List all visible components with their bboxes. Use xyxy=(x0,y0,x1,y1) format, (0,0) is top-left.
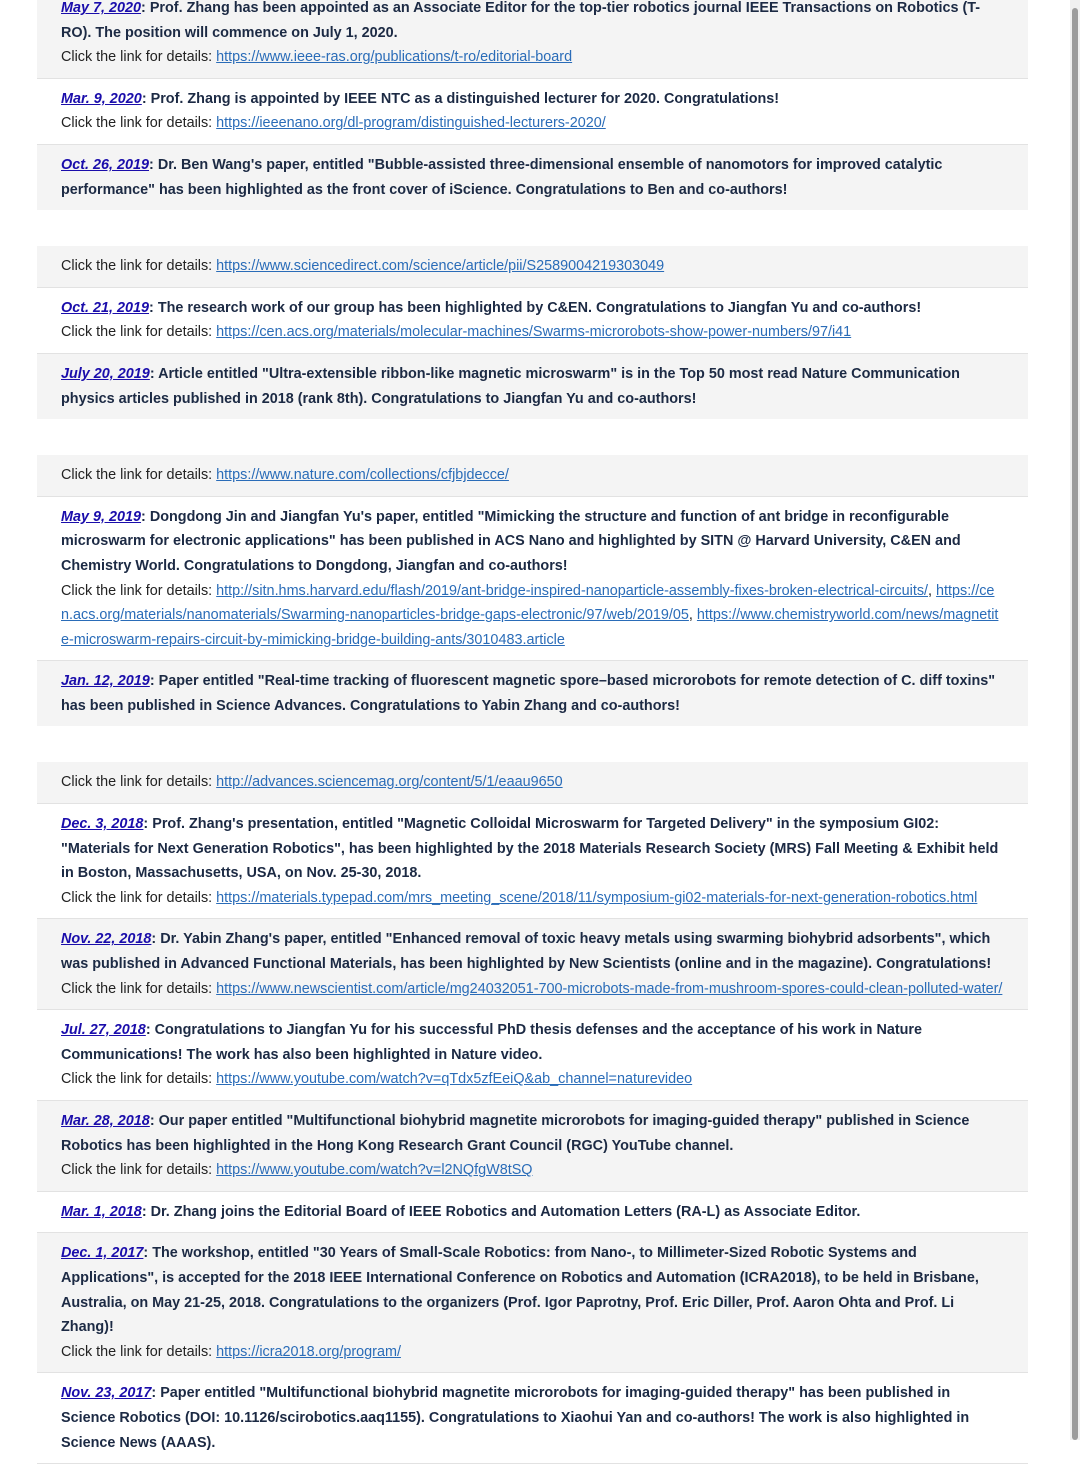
spacer xyxy=(37,726,1028,762)
details-label: Click the link for details: xyxy=(61,889,213,906)
details-link[interactable]: https://cen.acs.org/materials/molecular-machines/Swarms-microrobots-show-power-numbers/97/i41 xyxy=(216,324,852,341)
details-line xyxy=(61,1067,1004,1092)
details-line xyxy=(61,320,1004,345)
news-headline: Prof. Zhang has been appointed as an Associate Editor for the top-tier robotics journal IEEE Transactions on Robotics (T-RO). The position will commence on July 1, 2020. xyxy=(61,0,981,41)
details-label: Click the link for details: xyxy=(61,774,213,791)
details-label: Click the link for details: xyxy=(61,1071,213,1088)
details-line xyxy=(61,770,1004,795)
news-date-link[interactable]: Oct. 26, 2019 xyxy=(61,156,150,173)
news-item xyxy=(37,919,1028,1010)
details-link[interactable]: https://cen.acs.org/materials/nanomaterials/Swarming-nanoparticles-bridge-gaps-electronic/97/web/2019/05 xyxy=(61,582,995,624)
news-headline: Paper entitled "Real-time tracking of fluorescent magnetic spore–based microrobots for remote detection of C. diff toxins" has been published in Science Advances. Congratulations to Yabin Zhang and co-authors! xyxy=(61,673,996,714)
news-headline: The research work of our group has been highlighted by C&EN. Congratulations to Jiangfan Yu and co-authors! xyxy=(157,299,922,316)
news-headline: Dr. Ben Wang's paper, entitled "Bubble-assisted three-dimensional ensemble of nanomotors for improved catalytic performance" has been highlighted as the front cover of iScience. Congratulations to Ben and co-authors! xyxy=(61,156,943,198)
details-link[interactable]: http://advances.sciencemag.org/content/5/1/eaau9650 xyxy=(216,774,563,791)
news-list xyxy=(37,0,1028,1464)
news-headline: Dr. Yabin Zhang's paper, entitled "Enhanced removal of toxic heavy metals using swarming biohybrid adsorbents", which was published in Advanced Functional Materials, has been highlighted by New Scientists (online and in the magazine). Congratulations! xyxy=(61,931,992,973)
news-date-link[interactable]: Jul. 27, 2018 xyxy=(61,1022,146,1039)
news-item xyxy=(37,0,1028,79)
spacer xyxy=(37,210,1028,246)
spacer xyxy=(37,419,1028,455)
details-link[interactable]: https://www.nature.com/collections/cfjbjdecce/ xyxy=(216,467,509,484)
news-entry: Jul. 27, 2018: Congratulations to Jiangfan Yu for his successful PhD thesis defenses and the acceptance of his work in Nature Communications! The work has also been highlighted in Nature video. xyxy=(61,1022,923,1063)
details-link[interactable]: https://icra2018.org/program/ xyxy=(216,1343,401,1360)
news-entry: Oct. 26, 2019: Dr. Ben Wang's paper, entitled "Bubble-assisted three-dimensional ensemble of nanomotors for improved catalytic performance" has been highlighted as the front cover of iScience. Congratulations to Ben and co-authors! xyxy=(61,156,943,198)
news-headline: Our paper entitled "Multifunctional biohybrid magnetite microrobots for imaging-guided therapy" published in Science Robotics has been highlighted in the Hong Kong Research Grant Council (RGC) YouTube channel. xyxy=(61,1113,970,1154)
news-item xyxy=(37,661,1028,726)
news-date-link[interactable]: Mar. 28, 2018 xyxy=(61,1113,150,1129)
news-item-continued xyxy=(37,762,1028,804)
news-date-link[interactable]: May 7, 2020 xyxy=(61,0,142,16)
details-link[interactable]: https://www.chemistryworld.com/news/magnetite-microswarm-repairs-circuit-by-mimicking-bridge-building-ants/3010483.article xyxy=(61,607,999,648)
news-entry: Oct. 21, 2019: The research work of our group has been highlighted by C&EN. Congratulations to Jiangfan Yu and co-authors! xyxy=(61,299,922,316)
news-item xyxy=(37,1101,1028,1192)
news-entry: Jan. 12, 2019: Paper entitled "Real-time tracking of fluorescent magnetic spore–based microrobots for remote detection of C. diff toxins" has been published in Science Advances. Congratulations to Yabin Zhang and co-authors! xyxy=(61,673,996,714)
news-entry: Nov. 22, 2018: Dr. Yabin Zhang's paper, entitled "Enhanced removal of toxic heavy metals using swarming biohybrid adsorbents", which was published in Advanced Functional Materials, has been highlighted by New Scientists (online and in the magazine). Congratulations! xyxy=(61,931,992,973)
news-item xyxy=(37,804,1028,919)
details-line: Click the link for details: http://sitn.hms.harvard.edu/flash/2019/ant-bridge-inspired-nanoparticle-assembly-fixes-broken-electrical-circuits/, https://cen.acs.org/materials/nanomaterials/Swarming-nanoparticles-bridge-gaps-electronic/97/web/2019/05, https://www.chemistryworld.com/news/magnetite-microswarm-repairs-circuit-by-mimicking-bridge-building-ants/3010483.article xyxy=(61,582,999,648)
news-headline: Prof. Zhang's presentation, entitled "Magnetic Colloidal Microswarm for Targeted Delivery" in the symposium GI02: "Materials for Next Generation Robotics", has been highlighted by the 2018 Materials Research Society (MRS) Fall Meeting & Exhibit held in Boston, Massachusetts, USA, on Nov. 25-30, 2018. xyxy=(61,816,999,882)
news-item xyxy=(37,354,1028,419)
vertical-scrollbar[interactable] xyxy=(1070,0,1080,1440)
news-entry: Nov. 23, 2017: Paper entitled "Multifunctional biohybrid magnetite microrobots for imaging-guided therapy" has been published in Science Robotics (DOI: 10.1126/scirobotics.aaq1155). Congratulations to Xiaohui Yan and co-authors! The work is also highlighted in Science News (AAAS). xyxy=(61,1385,970,1451)
details-line xyxy=(61,254,1004,279)
news-date-link[interactable]: Dec. 1, 2017 xyxy=(61,1245,144,1262)
details-link[interactable]: https://materials.typepad.com/mrs_meeting_scene/2018/11/symposium-gi02-materials-for-next-generation-robotics.html xyxy=(216,889,978,906)
news-entry: July 20, 2019: Article entitled "Ultra-extensible ribbon-like magnetic microswarm" is in the Top 50 most read Nature Communication physics articles published in 2018 (rank 8th). Congratulations to Jiangfan Yu and co-authors! xyxy=(61,365,960,407)
news-item-continued xyxy=(37,246,1028,288)
details-link[interactable]: https://www.ieee-ras.org/publications/t-ro/editorial-board xyxy=(216,49,573,66)
news-date-link[interactable]: July 20, 2019 xyxy=(61,365,150,382)
news-date-link[interactable]: Mar. 1, 2018 xyxy=(61,1203,142,1220)
news-item xyxy=(37,1373,1028,1464)
news-entry: Mar. 1, 2018: Dr. Zhang joins the Editorial Board of IEEE Robotics and Automation Letters (RA-L) as Associate Editor. xyxy=(61,1203,861,1220)
details-link[interactable]: https://www.sciencedirect.com/science/article/pii/S2589004219303049 xyxy=(216,258,665,275)
details-link[interactable]: https://ieeenano.org/dl-program/distinguished-lecturers-2020/ xyxy=(216,115,606,132)
details-link[interactable]: https://www.youtube.com/watch?v=l2NQfgW8tSQ xyxy=(216,1162,533,1179)
details-label: Click the link for details: xyxy=(61,324,213,341)
news-item-continued xyxy=(37,455,1028,497)
news-headline: The workshop, entitled "30 Years of Small-Scale Robotics: from Nano-, to Millimeter-Sized Robotic Systems and Applications", is accepted for the 2018 IEEE International Conference on Robotics and Automation (ICRA2018), to be held in Brisbane, Australia, on May 21-25, 2018. Congratulations to the organizers (Prof. Igor Paprotny, Prof. Eric Diller, Prof. Aaron Ohta and Prof. Li Zhang)! xyxy=(61,1245,979,1336)
news-headline: Article entitled "Ultra-extensible ribbon-like magnetic microswarm" is in the Top 50 most read Nature Communication physics articles published in 2018 (rank 8th). Congratulations to Jiangfan Yu and co-authors! xyxy=(61,365,960,407)
details-link[interactable]: https://www.youtube.com/watch?v=qTdx5zfEeiQ&ab_channel=naturevideo xyxy=(216,1071,693,1088)
news-entry: May 9, 2019: Dongdong Jin and Jiangfan Yu's paper, entitled "Mimicking the structure and function of ant bridge in reconfigurable microswarm for electronic applications" has been published in ACS Nano and highlighted by SITN @ Harvard University, C&EN and Chemistry World. Congratulations to Dongdong, Jiangfan and co-authors! xyxy=(61,508,961,574)
details-label: Click the link for details: xyxy=(61,258,213,275)
news-headline: Congratulations to Jiangfan Yu for his successful PhD thesis defenses and the acceptance of his work in Nature Communications! The work has also been highlighted in Nature video. xyxy=(61,1022,923,1063)
details-line xyxy=(61,111,1004,136)
news-headline: Paper entitled "Multifunctional biohybrid magnetite microrobots for imaging-guided therapy" has been published in Science Robotics (DOI: 10.1126/scirobotics.aaq1155). Congratulations to Xiaohui Yan and co-authors! The work is also highlighted in Science News (AAAS). xyxy=(61,1385,970,1451)
news-headline: Dr. Zhang joins the Editorial Board of IEEE Robotics and Automation Letters (RA-L) as Associate Editor. xyxy=(150,1203,861,1220)
news-entry: Mar. 28, 2018: Our paper entitled "Multifunctional biohybrid magnetite microrobots for imaging-guided therapy" published in Science Robotics has been highlighted in the Hong Kong Research Grant Council (RGC) YouTube channel. xyxy=(61,1113,970,1154)
details-label: Click the link for details: xyxy=(61,115,213,132)
details-label: Click the link for details: xyxy=(61,49,213,66)
news-item xyxy=(37,1192,1028,1234)
news-item xyxy=(37,145,1028,210)
news-entry: May 7, 2020: Prof. Zhang has been appointed as an Associate Editor for the top-tier robotics journal IEEE Transactions on Robotics (T-RO). The position will commence on July 1, 2020. xyxy=(61,0,981,41)
details-label: Click the link for details: xyxy=(61,980,213,997)
news-date-link[interactable]: Oct. 21, 2019 xyxy=(61,299,150,316)
details-link[interactable]: https://www.newscientist.com/article/mg24032051-700-microbots-made-from-mushroom-spores-could-clean-polluted-water/ xyxy=(216,980,1003,997)
details-line xyxy=(61,977,1004,1002)
news-item xyxy=(37,497,1028,662)
news-entry: Dec. 3, 2018: Prof. Zhang's presentation, entitled "Magnetic Colloidal Microswarm for Targeted Delivery" in the symposium GI02: "Materials for Next Generation Robotics", has been highlighted by the 2018 Materials Research Society (MRS) Fall Meeting & Exhibit held in Boston, Massachusetts, USA, on Nov. 25-30, 2018. xyxy=(61,816,999,882)
details-line xyxy=(61,1340,1004,1365)
news-date-link[interactable]: May 9, 2019 xyxy=(61,508,142,525)
details-label: Click the link for details: xyxy=(61,1162,213,1179)
details-line xyxy=(61,463,1004,488)
news-date-link[interactable]: Jan. 12, 2019 xyxy=(61,673,150,690)
news-item xyxy=(37,288,1028,354)
news-date-link[interactable]: Nov. 23, 2017 xyxy=(61,1385,152,1402)
details-label: Click the link for details: xyxy=(61,1343,213,1360)
news-item xyxy=(37,79,1028,145)
news-date-link[interactable]: Mar. 9, 2020 xyxy=(61,90,142,107)
news-date-link[interactable]: Nov. 22, 2018 xyxy=(61,931,152,948)
news-headline: Prof. Zhang is appointed by IEEE NTC as a distinguished lecturer for 2020. Congratulations! xyxy=(150,90,780,107)
details-link[interactable]: http://sitn.hms.harvard.edu/flash/2019/ant-bridge-inspired-nanoparticle-assembly-fixes-broken-electrical-circuits/ xyxy=(216,582,929,599)
details-line xyxy=(61,45,1004,70)
details-line xyxy=(61,1158,1004,1183)
news-entry: Dec. 1, 2017: The workshop, entitled "30 Years of Small-Scale Robotics: from Nano-, to Millimeter-Sized Robotic Systems and Applications", is accepted for the 2018 IEEE International Conference on Robotics and Automation (ICRA2018), to be held in Brisbane, Australia, on May 21-25, 2018. Congratulations to the organizers (Prof. Igor Paprotny, Prof. Eric Diller, Prof. Aaron Ohta and Prof. Li Zhang)! xyxy=(61,1245,979,1336)
news-headline: Dongdong Jin and Jiangfan Yu's paper, entitled "Mimicking the structure and function of ant bridge in reconfigurable microswarm for electronic applications" has been published in ACS Nano and highlighted by SITN @ Harvard University, C&EN and Chemistry World. Congratulations to Dongdong, Jiangfan and co-authors! xyxy=(61,508,961,574)
news-entry: Mar. 9, 2020: Prof. Zhang is appointed by IEEE NTC as a distinguished lecturer for 2020. Congratulations! xyxy=(61,90,780,107)
scrollbar-thumb[interactable] xyxy=(1072,8,1078,1440)
details-line xyxy=(61,886,1004,911)
news-item xyxy=(37,1233,1028,1373)
details-label: Click the link for details: xyxy=(61,467,213,484)
news-item xyxy=(37,1010,1028,1101)
details-label: Click the link for details: xyxy=(61,582,213,599)
news-date-link[interactable]: Dec. 3, 2018 xyxy=(61,816,144,833)
